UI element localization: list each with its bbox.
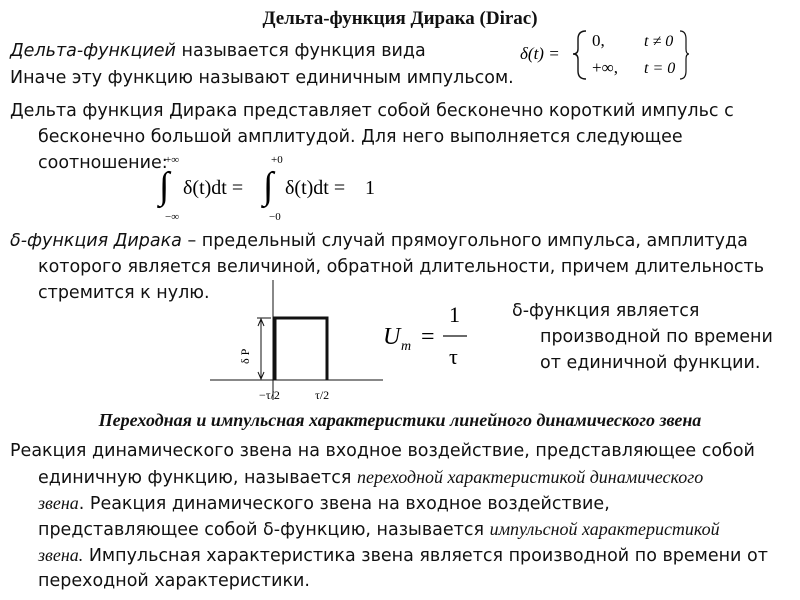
case1-value: 0, (592, 31, 605, 50)
um-subscript: m (401, 339, 412, 354)
integral1-lower: −∞ (165, 211, 180, 223)
delta-lhs: δ(t) = (520, 44, 560, 63)
integral2-integrand: δ(t)dt = (285, 177, 346, 199)
response-line1: Реакция динамического звена на входное воздействие, представляющее собой (10, 441, 755, 461)
right-brace (680, 31, 689, 79)
limit-case-line2: которого является величиной, обратной длительности, причем длительность (38, 257, 765, 277)
left-brace (573, 31, 586, 79)
section-subtitle: Переходная и импульсная характеристики линейного динамического звена (98, 410, 702, 430)
amplitude-formula (383, 300, 473, 372)
limit-case-line3: стремится к нулю. (38, 283, 210, 303)
limit-case-text: – предельный случай прямоугольного импульса, амплитуда (181, 231, 748, 251)
response-line4 (38, 516, 720, 543)
left-edge-label: −τ/2 (259, 388, 280, 402)
integral2-sign: ∫ (263, 165, 274, 207)
response-line5 (38, 542, 768, 569)
term-step-response: переходной характеристикой динамического (356, 467, 704, 487)
integral-formula (155, 152, 385, 224)
response-line5-text: Импульсная характеристика звена является производной по времени от (83, 546, 768, 566)
delta-piecewise-formula (520, 25, 690, 83)
limit-case-line1 (10, 228, 748, 254)
page-title: Дельта-функция Дирака (Dirac) (262, 8, 538, 29)
case2-value: +∞, (592, 58, 618, 77)
term-delta-function: Дельта-функцией (10, 41, 176, 61)
side-note-line1: δ-функция является (512, 301, 700, 321)
integral2-upper: +0 (271, 154, 283, 166)
integral1-sign: ∫ (159, 165, 170, 207)
term-impulse-response: импульсной характеристикой (489, 519, 720, 539)
case2-condition: t = 0 (644, 60, 676, 77)
integral1-integrand: δ(t)dt = (183, 177, 244, 199)
response-line2-text: единичную функцию, называется (38, 468, 357, 488)
integral2-lower: −0 (269, 211, 281, 223)
um-equals: = (421, 324, 435, 350)
dirac-description-line3: соотношение: (38, 153, 168, 173)
integral1-upper: +∞ (165, 154, 180, 166)
um-numerator: 1 (449, 302, 460, 327)
side-note-line3: от единичной функции. (540, 353, 761, 373)
response-line4-text: представляющее собой δ-функцию, называется (38, 520, 490, 540)
side-note-line2: производной по времени (540, 327, 773, 347)
definition-line (10, 38, 426, 64)
definition-text: называется функция вида (175, 41, 426, 61)
dirac-description-line1: Дельта функция Дирака представляет собой бесконечно короткий импульс с (10, 101, 734, 121)
right-edge-label: τ/2 (315, 388, 330, 402)
response-line3-text: . Реакция динамического звена на входное воздействие, (78, 494, 610, 514)
pulse-rectangle (275, 318, 327, 380)
integral-result: 1 (365, 177, 375, 199)
response-line3 (38, 490, 610, 517)
term-step-response-end: звена (38, 493, 79, 513)
term-dirac-delta: δ-функция Дирака (10, 231, 182, 251)
um-symbol: U (383, 324, 401, 350)
term-impulse-response-end: звена. (38, 545, 84, 565)
response-line2 (38, 464, 703, 491)
dirac-description-line2: бесконечно большой амплитудой. Для него выполняется следующее (38, 127, 683, 147)
amplitude-label: δ P (238, 348, 252, 364)
response-line6: переходной характеристики. (38, 571, 310, 591)
impulse-alias-line: Иначе эту функцию называют единичным импульсом. (10, 68, 514, 88)
case1-condition: t ≠ 0 (644, 33, 674, 50)
um-denominator: τ (449, 344, 458, 369)
rectangular-pulse-diagram (205, 278, 390, 406)
